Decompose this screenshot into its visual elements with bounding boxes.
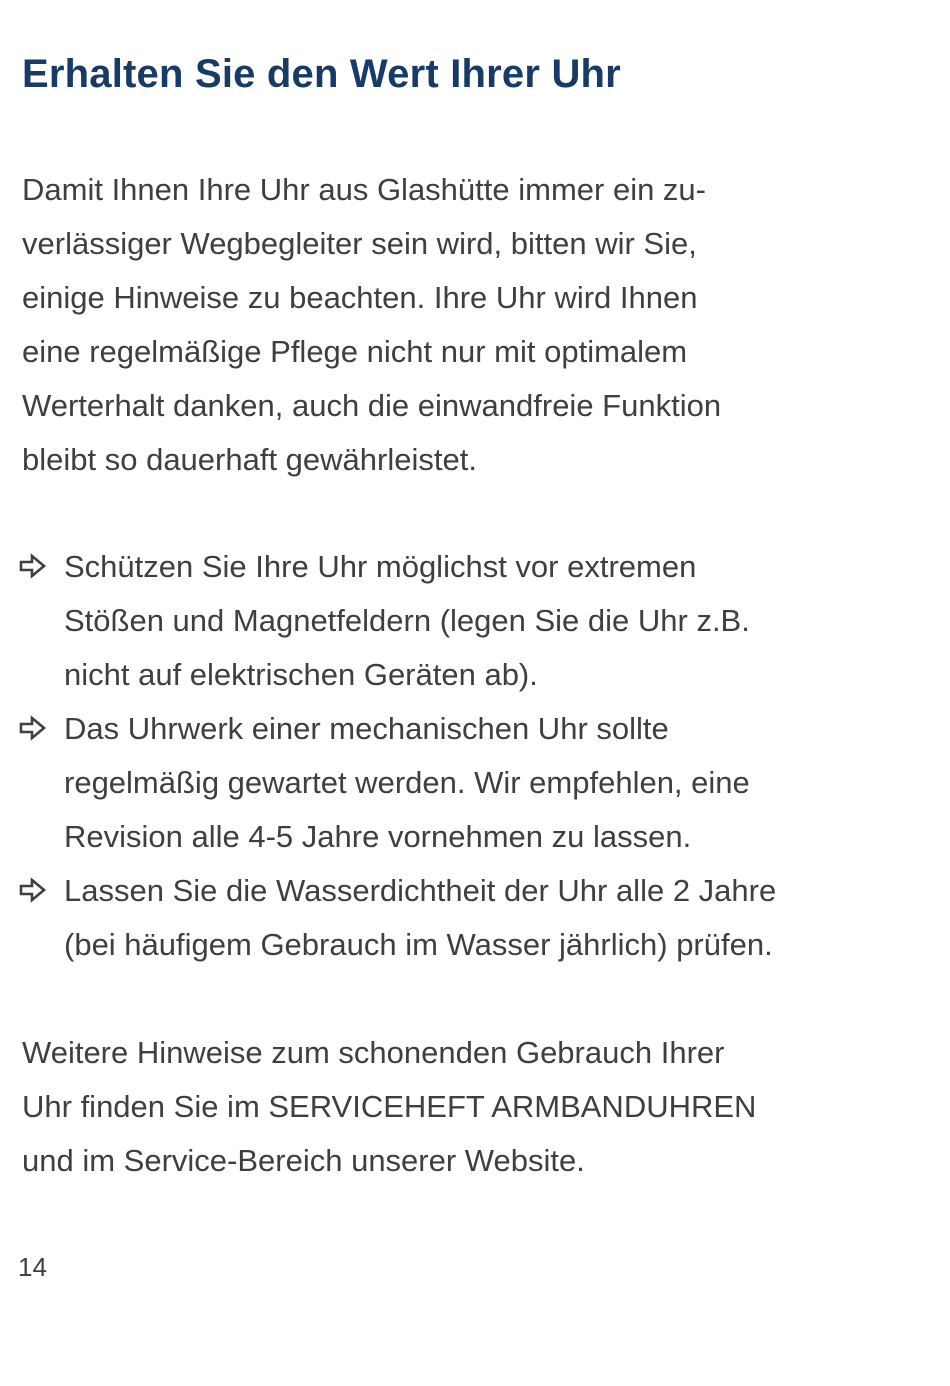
arrow-right-icon	[18, 715, 48, 741]
page-title: Erhalten Sie den Wert Ihrer Uhr	[22, 52, 621, 96]
intro-paragraph	[22, 163, 922, 487]
intro-line: bleibt so dauerhaft gewährleistet.	[22, 442, 477, 477]
list-item-line: regelmäßig gewartet werden. Wir empfehlen, eine	[64, 765, 750, 800]
closing-line: und im Service-Bereich unserer Website.	[22, 1143, 585, 1178]
list-item-line: Stößen und Magnetfeldern (legen Sie die Uhr z.B.	[64, 603, 750, 638]
closing-paragraph	[22, 1026, 922, 1188]
intro-line: Damit Ihnen Ihre Uhr aus Glashütte immer ein zu-	[22, 172, 706, 207]
arrow-right-icon	[18, 553, 48, 579]
intro-line: einige Hinweise zu beachten. Ihre Uhr wird Ihnen	[22, 280, 698, 315]
closing-line: Weitere Hinweise zum schonenden Gebrauch Ihrer	[22, 1035, 725, 1070]
list-item	[18, 702, 928, 864]
list-item-line: (bei häufigem Gebrauch im Wasser jährlich) prüfen.	[64, 927, 773, 962]
list-item-line: Lassen Sie die Wasserdichtheit der Uhr alle 2 Jahre	[64, 873, 777, 908]
closing-line: Uhr finden Sie im SERVICEHEFT ARMBANDUHREN	[22, 1089, 757, 1124]
list-item	[18, 540, 928, 702]
list-item-line: nicht auf elektrischen Geräten ab).	[64, 657, 538, 692]
list-item-line: Das Uhrwerk einer mechanischen Uhr sollte	[64, 711, 669, 746]
intro-line: Werterhalt danken, auch die einwandfreie Funktion	[22, 388, 722, 423]
page-number: 14	[18, 1252, 47, 1282]
list-item-line: Schützen Sie Ihre Uhr möglichst vor extremen	[64, 549, 697, 584]
care-instructions-list	[18, 540, 928, 972]
arrow-right-icon	[18, 877, 48, 903]
intro-line: verlässiger Wegbegleiter sein wird, bitten wir Sie,	[22, 226, 697, 261]
intro-line: eine regelmäßige Pflege nicht nur mit optimalem	[22, 334, 688, 369]
list-item	[18, 864, 928, 972]
list-item-line: Revision alle 4-5 Jahre vornehmen zu lassen.	[64, 819, 692, 854]
